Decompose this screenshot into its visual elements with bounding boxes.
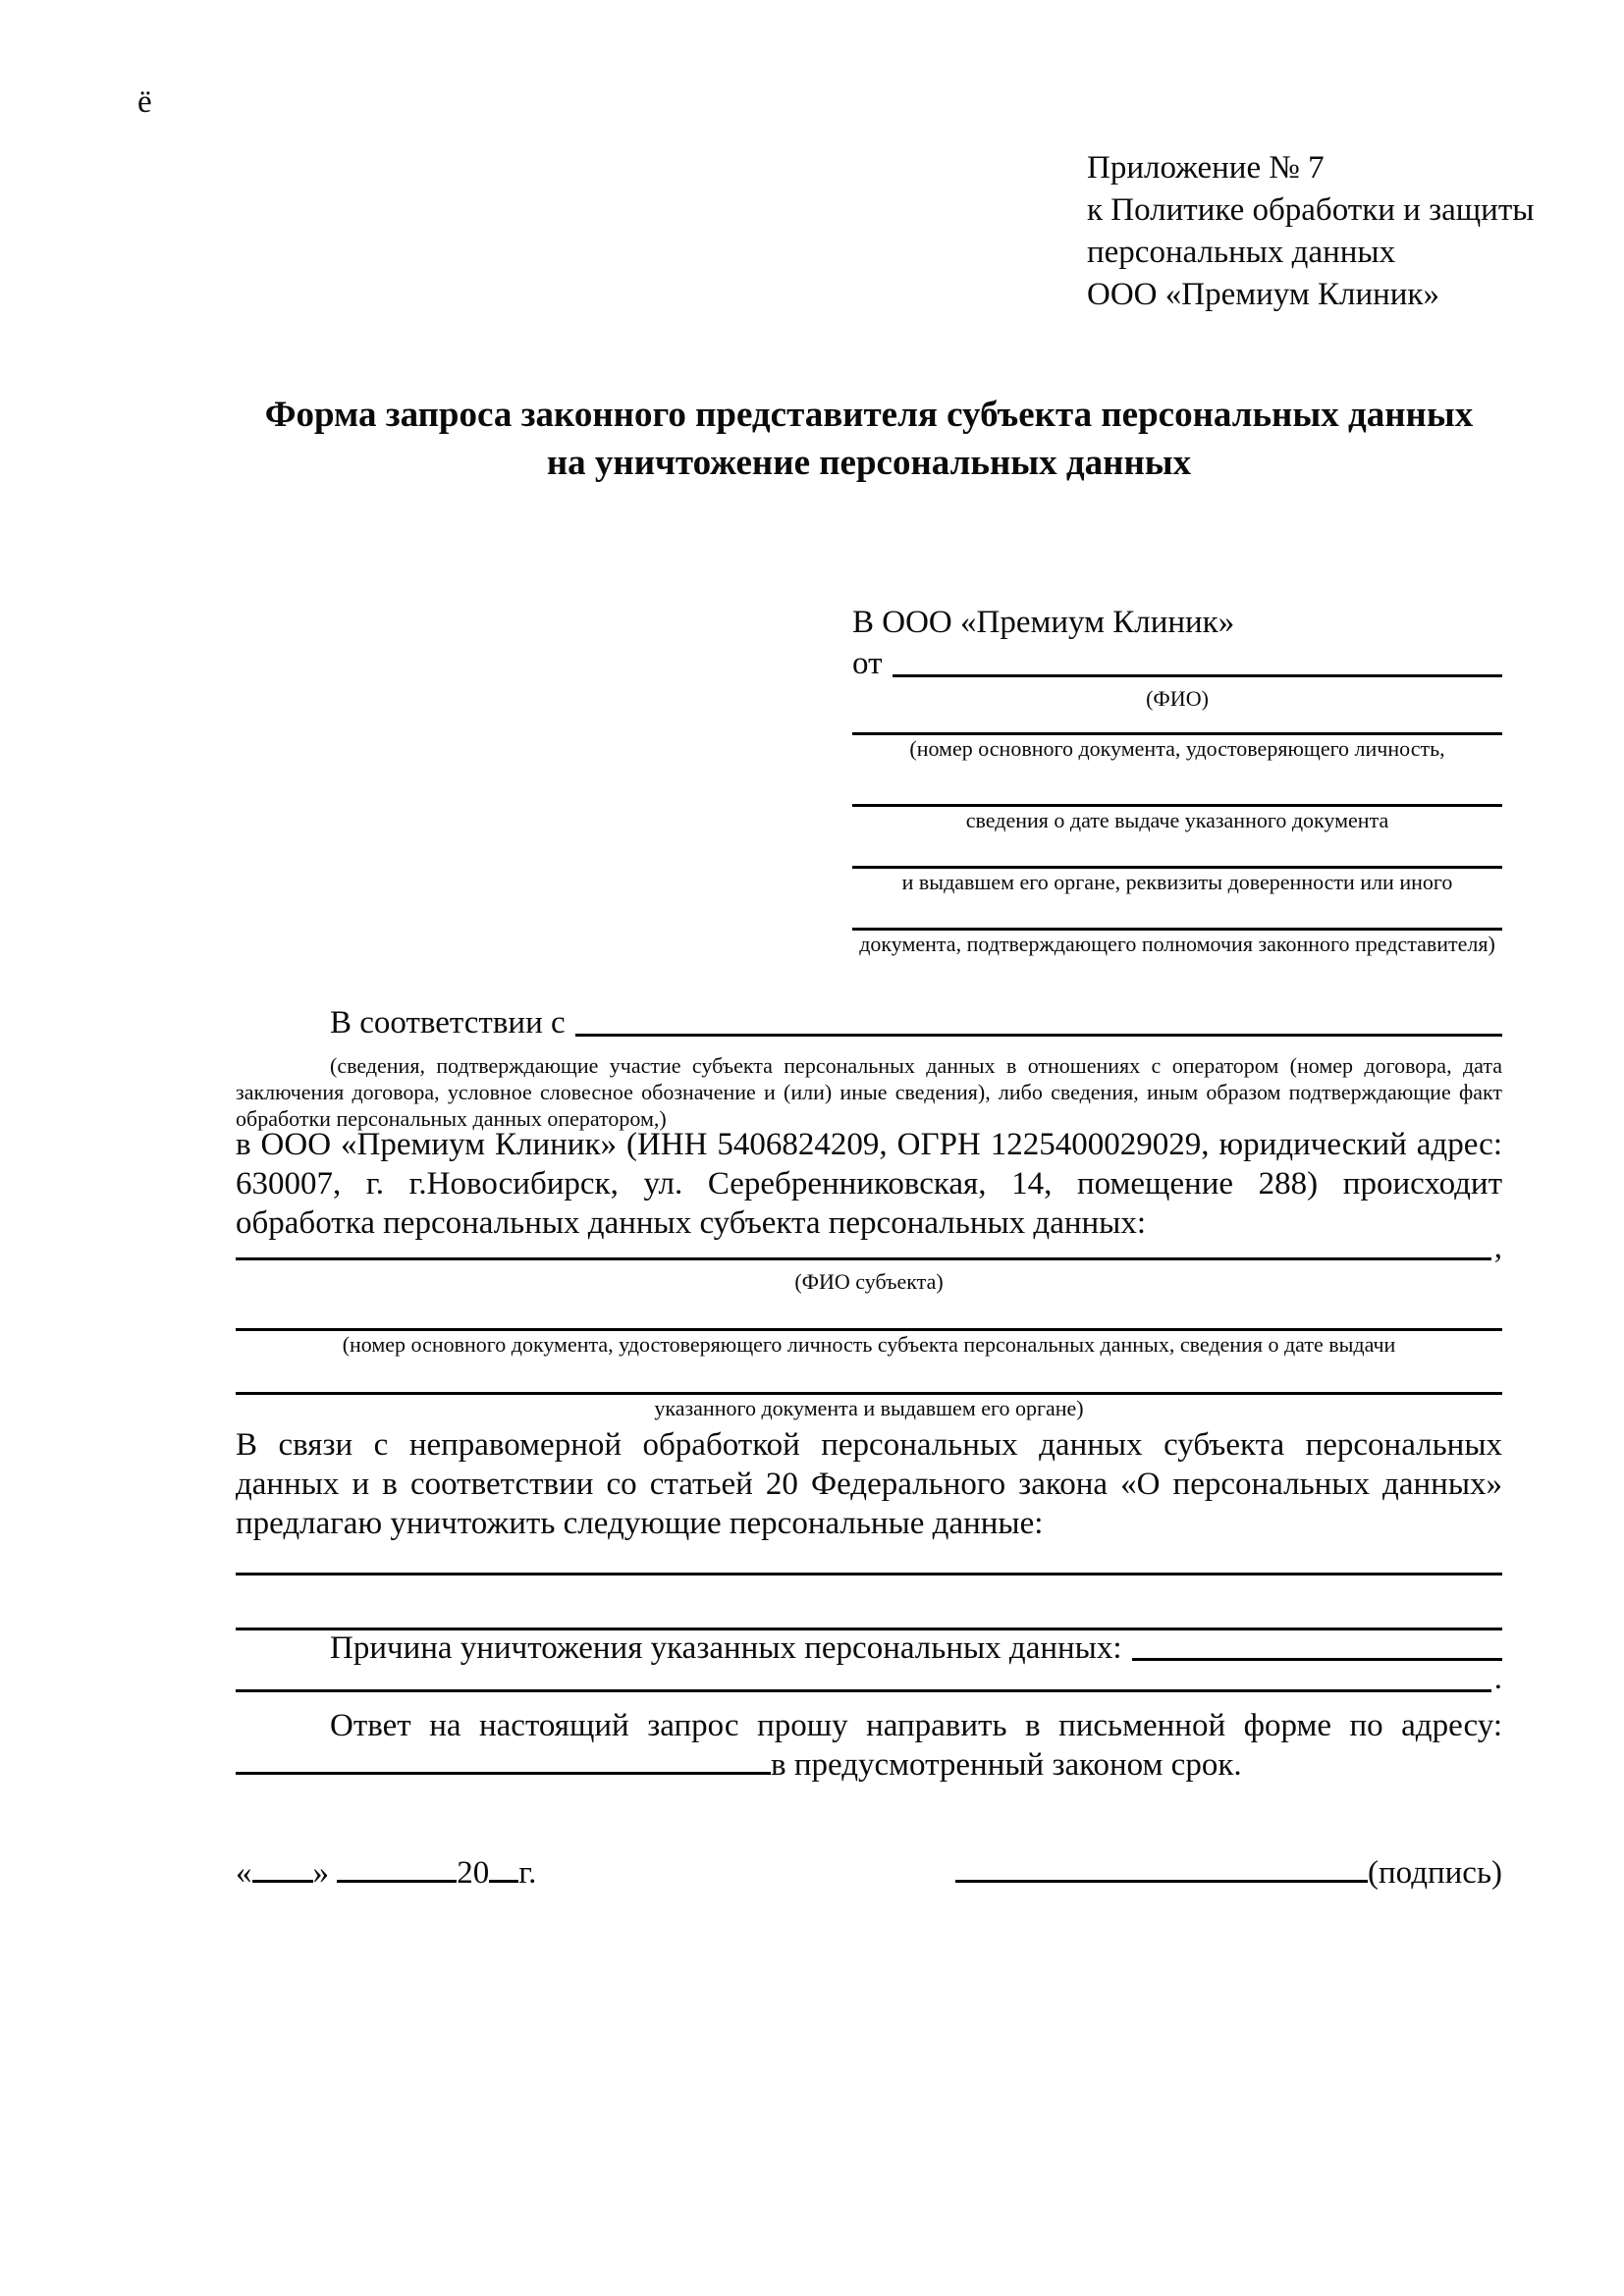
accordance-section xyxy=(236,1003,1502,1132)
representative-doc-caption-3: и выдавшем его органе, реквизиты доверенности или иного xyxy=(901,870,1453,894)
subject-fio-row xyxy=(236,1229,1502,1266)
appendix-line-1: Приложение № 7 xyxy=(1087,150,1325,186)
representative-doc-caption-1: (номер основного документа, удостоверяющего личность, xyxy=(909,736,1445,761)
operator-paragraph: в ООО «Премиум Клиник» (ИНН 5406824209, ОГРН 1225400029029, юридический адрес: 630007, г. г.Новосибирск, ул. Серебренниковская, 14, помещение 288) происходит обработка персональных данных субъекта персональных данных: xyxy=(236,1127,1502,1241)
year-suffix: г. xyxy=(518,1855,537,1891)
appendix-note xyxy=(1087,147,1534,316)
reason-blank-line-2 xyxy=(236,1659,1491,1692)
date-year-blank xyxy=(489,1875,518,1883)
year-prefix: 20 xyxy=(457,1855,490,1891)
document-title xyxy=(187,391,1551,487)
subject-doc-caption-2: указанного документа и выдавшем его органе) xyxy=(654,1396,1084,1420)
subject-fio-blank-line xyxy=(236,1229,1491,1260)
accordance-lead: В соответствии с xyxy=(330,1005,566,1041)
accordance-caption: (сведения, подтверждающие участие субъекта персональных данных в отношениях с оператором (номер договора, дата заключения договора, условное словесное обозначение и (или) иные сведения), либо сведения, иным образом подтверждающие факт обработки персональных данных оператором,) xyxy=(236,1053,1502,1131)
signature-blank xyxy=(955,1875,1368,1883)
title-line-1: Форма запроса законного представителя субъекта персональных данных xyxy=(264,395,1474,435)
reason-blank-line xyxy=(1132,1629,1502,1661)
representative-doc-caption-4: документа, подтверждающего полномочия законного представителя) xyxy=(859,932,1495,956)
subject-fio-caption: (ФИО субъекта) xyxy=(794,1269,944,1294)
representative-fio-blank-line xyxy=(893,644,1503,677)
open-quote: « xyxy=(236,1855,252,1891)
date-line xyxy=(236,1853,536,1893)
representative-doc-blank-line-2 xyxy=(852,762,1502,807)
representative-doc-blank-line-1 xyxy=(852,712,1502,735)
reply-lead: Ответ на настоящий запрос прошу направить в письменной форме по адресу: xyxy=(330,1708,1502,1743)
footer-row xyxy=(236,1853,1502,1893)
title-line-2: на уничтожение персональных данных xyxy=(546,443,1192,483)
representative-doc-caption-2: сведения о дате выдаче указанного документа xyxy=(965,808,1389,832)
close-quote: » xyxy=(312,1855,329,1891)
fio-caption: (ФИО) xyxy=(1146,686,1209,711)
date-month-blank xyxy=(337,1875,457,1883)
appendix-line-3: персональных данных xyxy=(1087,235,1396,270)
reply-tail: в предусмотренный законом срок. xyxy=(771,1747,1242,1783)
representative-doc-blank-line-4 xyxy=(852,895,1502,931)
signature-caption: (подпись) xyxy=(1368,1855,1502,1891)
subject-doc-blank-line-1 xyxy=(236,1295,1502,1331)
data-blank-line-1 xyxy=(236,1573,1502,1575)
reply-paragraph xyxy=(236,1706,1502,1785)
addressee-block xyxy=(852,601,1502,957)
reason-continuation-row xyxy=(236,1659,1502,1698)
appendix-line-4: ООО «Премиум Клиник» xyxy=(1087,277,1439,312)
date-day-blank xyxy=(252,1875,313,1883)
appendix-line-2: к Политике обработки и защиты xyxy=(1087,192,1535,228)
demand-paragraph: В связи с неправомерной обработкой персональных данных субъекта персональных данных и в соответствии со статьей 20 Федерального закона «О персональных данных» предлагаю уничтожить следующие персональные данные: xyxy=(236,1427,1502,1541)
subject-doc-caption-1: (номер основного документа, удостоверяющего личность субъекта персональных данных, сведения о дате выдачи xyxy=(342,1332,1396,1357)
accordance-blank-line xyxy=(575,1003,1502,1037)
from-label: от xyxy=(852,646,883,681)
subject-doc-blank-line-2 xyxy=(236,1358,1502,1395)
reply-address-blank-line xyxy=(236,1763,771,1775)
trailing-period: . xyxy=(1493,1661,1502,1696)
from-row xyxy=(852,644,1502,683)
accordance-row xyxy=(236,1003,1502,1042)
stray-char: ё xyxy=(137,84,152,120)
trailing-comma: , xyxy=(1493,1230,1502,1265)
signature-line xyxy=(955,1853,1502,1893)
representative-doc-blank-line-3 xyxy=(852,833,1502,869)
addressee-org: В ООО «Премиум Клиник» xyxy=(852,605,1235,640)
subject-fields xyxy=(236,1229,1502,1421)
reason-label: Причина уничтожения указанных персональных данных: xyxy=(330,1630,1122,1666)
